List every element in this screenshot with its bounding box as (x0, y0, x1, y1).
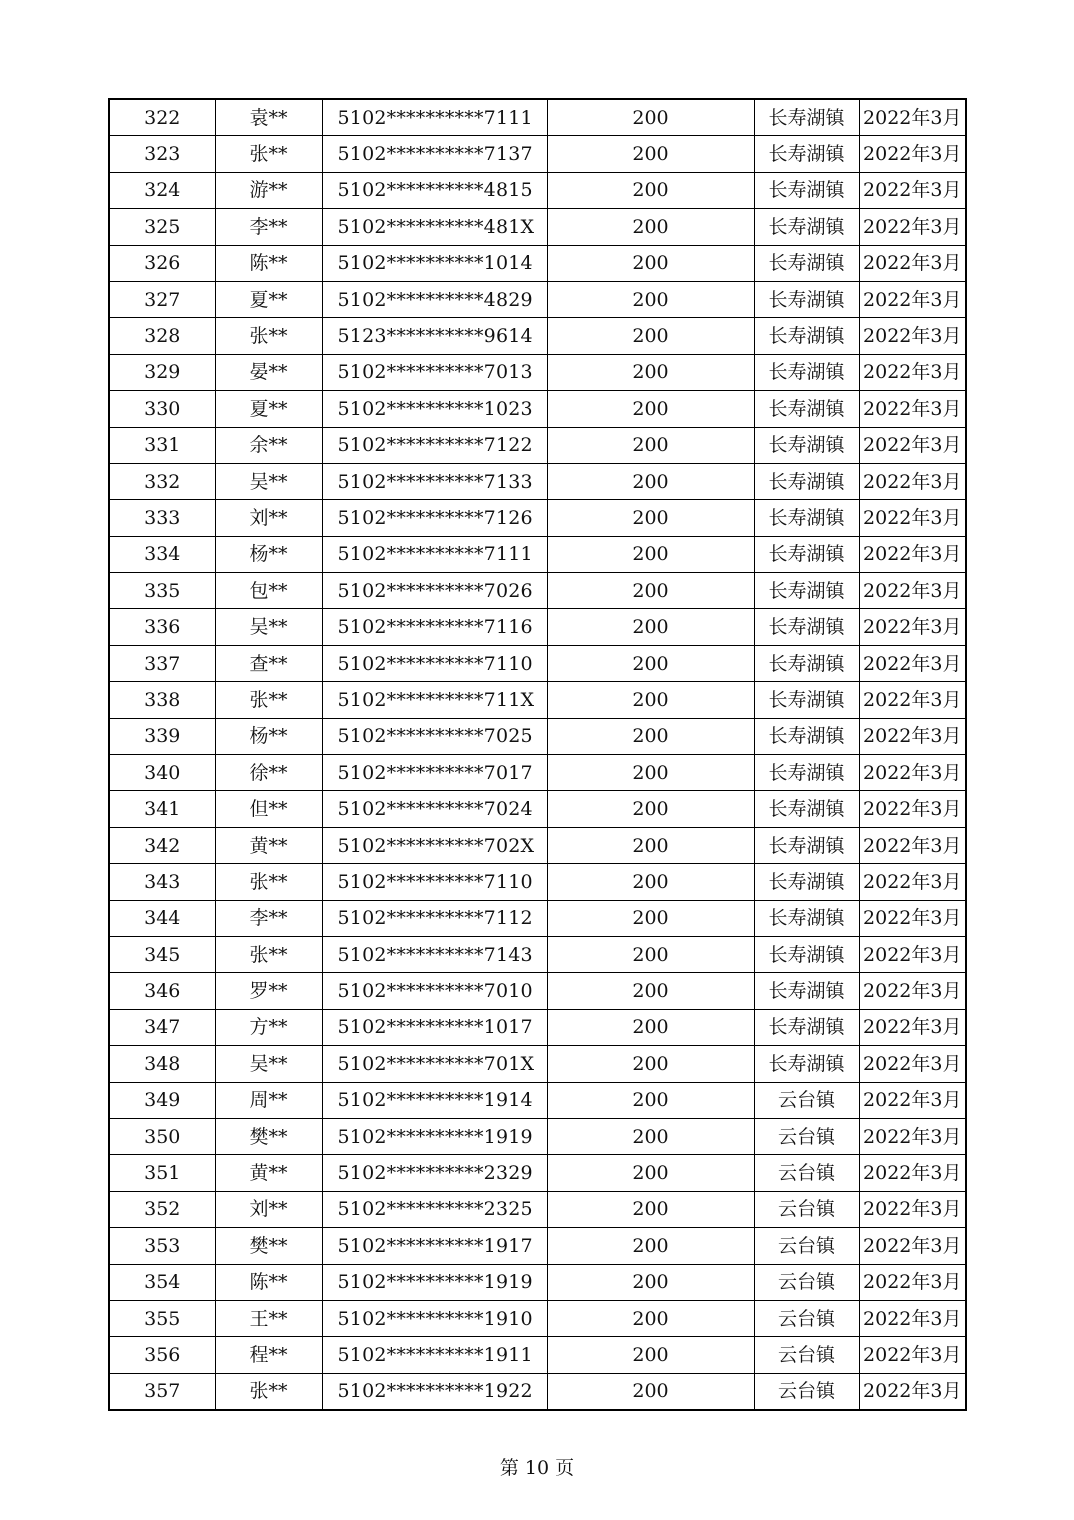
cell-month: 2022年3月 (859, 1191, 966, 1227)
cell-town: 长寿湖镇 (754, 136, 859, 172)
cell-name: 黄** (215, 1155, 322, 1191)
cell-month: 2022年3月 (859, 609, 966, 645)
cell-id-number: 5102**********1911 (322, 1337, 547, 1373)
cell-name: 刘** (215, 500, 322, 536)
cell-serial-number: 356 (109, 1337, 215, 1373)
cell-town: 云台镇 (754, 1118, 859, 1154)
cell-town: 长寿湖镇 (754, 172, 859, 208)
cell-month: 2022年3月 (859, 245, 966, 281)
cell-name: 方** (215, 1009, 322, 1045)
cell-month: 2022年3月 (859, 864, 966, 900)
cell-amount: 200 (547, 245, 754, 281)
cell-town: 长寿湖镇 (754, 936, 859, 972)
cell-month: 2022年3月 (859, 791, 966, 827)
cell-town: 云台镇 (754, 1337, 859, 1373)
cell-amount: 200 (547, 900, 754, 936)
cell-id-number: 5102**********7133 (322, 463, 547, 499)
cell-amount: 200 (547, 1082, 754, 1118)
cell-id-number: 5102**********7143 (322, 936, 547, 972)
cell-amount: 200 (547, 1155, 754, 1191)
cell-name: 张** (215, 936, 322, 972)
cell-id-number: 5102**********7137 (322, 136, 547, 172)
cell-amount: 200 (547, 1264, 754, 1300)
cell-month: 2022年3月 (859, 755, 966, 791)
cell-serial-number: 325 (109, 209, 215, 245)
cell-name: 李** (215, 209, 322, 245)
cell-month: 2022年3月 (859, 281, 966, 317)
cell-amount: 200 (547, 1337, 754, 1373)
table-row (109, 1228, 966, 1264)
table-row (109, 1009, 966, 1045)
cell-month: 2022年3月 (859, 172, 966, 208)
cell-name: 吴** (215, 609, 322, 645)
cell-town: 云台镇 (754, 1300, 859, 1336)
cell-id-number: 5102**********7111 (322, 99, 547, 136)
cell-serial-number: 350 (109, 1118, 215, 1154)
cell-serial-number: 328 (109, 318, 215, 354)
table-row (109, 536, 966, 572)
cell-serial-number: 329 (109, 354, 215, 390)
cell-town: 云台镇 (754, 1264, 859, 1300)
cell-name: 刘** (215, 1191, 322, 1227)
cell-amount: 200 (547, 573, 754, 609)
cell-serial-number: 353 (109, 1228, 215, 1264)
cell-serial-number: 333 (109, 500, 215, 536)
cell-month: 2022年3月 (859, 573, 966, 609)
cell-month: 2022年3月 (859, 936, 966, 972)
table-row (109, 973, 966, 1009)
cell-name: 陈** (215, 1264, 322, 1300)
cell-month: 2022年3月 (859, 900, 966, 936)
table-row (109, 864, 966, 900)
cell-id-number: 5102**********7111 (322, 536, 547, 572)
cell-amount: 200 (547, 682, 754, 718)
table-row (109, 463, 966, 499)
cell-month: 2022年3月 (859, 427, 966, 463)
cell-name: 杨** (215, 536, 322, 572)
cell-town: 长寿湖镇 (754, 645, 859, 681)
cell-id-number: 5102**********1014 (322, 245, 547, 281)
cell-month: 2022年3月 (859, 354, 966, 390)
cell-serial-number: 357 (109, 1373, 215, 1410)
cell-name: 张** (215, 318, 322, 354)
table-row (109, 427, 966, 463)
table-row (109, 936, 966, 972)
cell-amount: 200 (547, 718, 754, 754)
table-row (109, 827, 966, 863)
cell-town: 云台镇 (754, 1155, 859, 1191)
cell-id-number: 5102**********7024 (322, 791, 547, 827)
cell-town: 长寿湖镇 (754, 718, 859, 754)
cell-id-number: 5102**********7013 (322, 354, 547, 390)
cell-name: 夏** (215, 281, 322, 317)
cell-id-number: 5102**********7126 (322, 500, 547, 536)
cell-month: 2022年3月 (859, 318, 966, 354)
cell-serial-number: 327 (109, 281, 215, 317)
cell-id-number: 5102**********7116 (322, 609, 547, 645)
cell-town: 云台镇 (754, 1082, 859, 1118)
cell-serial-number: 348 (109, 1046, 215, 1082)
cell-amount: 200 (547, 936, 754, 972)
table-row (109, 1191, 966, 1227)
cell-town: 长寿湖镇 (754, 973, 859, 1009)
cell-serial-number: 322 (109, 99, 215, 136)
table-row (109, 318, 966, 354)
cell-name: 樊** (215, 1228, 322, 1264)
cell-id-number: 5102**********7122 (322, 427, 547, 463)
cell-town: 长寿湖镇 (754, 900, 859, 936)
cell-id-number: 5102**********7112 (322, 900, 547, 936)
cell-amount: 200 (547, 791, 754, 827)
cell-serial-number: 344 (109, 900, 215, 936)
table-row (109, 1300, 966, 1336)
table-row (109, 900, 966, 936)
cell-amount: 200 (547, 864, 754, 900)
cell-name: 但** (215, 791, 322, 827)
cell-town: 长寿湖镇 (754, 1009, 859, 1045)
cell-town: 云台镇 (754, 1228, 859, 1264)
cell-id-number: 5102**********4815 (322, 172, 547, 208)
cell-name: 罗** (215, 973, 322, 1009)
cell-name: 夏** (215, 391, 322, 427)
cell-amount: 200 (547, 391, 754, 427)
cell-amount: 200 (547, 318, 754, 354)
cell-serial-number: 346 (109, 973, 215, 1009)
cell-id-number: 5102**********702X (322, 827, 547, 863)
cell-serial-number: 355 (109, 1300, 215, 1336)
cell-amount: 200 (547, 354, 754, 390)
cell-month: 2022年3月 (859, 1046, 966, 1082)
cell-amount: 200 (547, 427, 754, 463)
table-row (109, 682, 966, 718)
cell-town: 云台镇 (754, 1373, 859, 1410)
cell-name: 黄** (215, 827, 322, 863)
cell-serial-number: 337 (109, 645, 215, 681)
cell-amount: 200 (547, 755, 754, 791)
cell-town: 长寿湖镇 (754, 573, 859, 609)
cell-name: 程** (215, 1337, 322, 1373)
cell-amount: 200 (547, 1046, 754, 1082)
cell-town: 长寿湖镇 (754, 391, 859, 427)
cell-serial-number: 352 (109, 1191, 215, 1227)
cell-town: 云台镇 (754, 1191, 859, 1227)
cell-amount: 200 (547, 136, 754, 172)
cell-name: 游** (215, 172, 322, 208)
cell-name: 杨** (215, 718, 322, 754)
cell-serial-number: 342 (109, 827, 215, 863)
cell-town: 长寿湖镇 (754, 864, 859, 900)
table-row (109, 172, 966, 208)
cell-name: 晏** (215, 354, 322, 390)
table-row (109, 391, 966, 427)
cell-id-number: 5102**********1910 (322, 1300, 547, 1336)
cell-id-number: 5102**********1023 (322, 391, 547, 427)
cell-serial-number: 336 (109, 609, 215, 645)
cell-month: 2022年3月 (859, 536, 966, 572)
cell-id-number: 5102**********701X (322, 1046, 547, 1082)
cell-id-number: 5102**********7110 (322, 645, 547, 681)
cell-amount: 200 (547, 973, 754, 1009)
cell-month: 2022年3月 (859, 391, 966, 427)
cell-amount: 200 (547, 1118, 754, 1154)
cell-id-number: 5102**********711X (322, 682, 547, 718)
cell-town: 长寿湖镇 (754, 827, 859, 863)
cell-id-number: 5102**********4829 (322, 281, 547, 317)
cell-id-number: 5102**********2325 (322, 1191, 547, 1227)
cell-month: 2022年3月 (859, 500, 966, 536)
cell-amount: 200 (547, 1191, 754, 1227)
cell-month: 2022年3月 (859, 1155, 966, 1191)
cell-month: 2022年3月 (859, 1337, 966, 1373)
cell-town: 长寿湖镇 (754, 209, 859, 245)
cell-serial-number: 339 (109, 718, 215, 754)
cell-name: 张** (215, 864, 322, 900)
cell-month: 2022年3月 (859, 1118, 966, 1154)
cell-town: 长寿湖镇 (754, 427, 859, 463)
cell-month: 2022年3月 (859, 1228, 966, 1264)
cell-amount: 200 (547, 463, 754, 499)
cell-name: 张** (215, 682, 322, 718)
table-row (109, 1155, 966, 1191)
cell-town: 长寿湖镇 (754, 536, 859, 572)
cell-amount: 200 (547, 99, 754, 136)
cell-serial-number: 326 (109, 245, 215, 281)
table-row (109, 645, 966, 681)
table-row (109, 99, 966, 136)
page-number: 第 10 页 (499, 1457, 575, 1479)
cell-month: 2022年3月 (859, 136, 966, 172)
cell-month: 2022年3月 (859, 463, 966, 499)
cell-month: 2022年3月 (859, 209, 966, 245)
cell-month: 2022年3月 (859, 1082, 966, 1118)
cell-id-number: 5102**********1917 (322, 1228, 547, 1264)
cell-amount: 200 (547, 1228, 754, 1264)
cell-serial-number: 354 (109, 1264, 215, 1300)
cell-serial-number: 338 (109, 682, 215, 718)
cell-town: 长寿湖镇 (754, 245, 859, 281)
cell-town: 长寿湖镇 (754, 99, 859, 136)
table-row (109, 1046, 966, 1082)
table-row (109, 245, 966, 281)
table-body (109, 99, 966, 1410)
cell-serial-number: 351 (109, 1155, 215, 1191)
cell-month: 2022年3月 (859, 1373, 966, 1410)
cell-town: 长寿湖镇 (754, 755, 859, 791)
cell-name: 张** (215, 136, 322, 172)
cell-id-number: 5102**********2329 (322, 1155, 547, 1191)
table-row (109, 1337, 966, 1373)
cell-month: 2022年3月 (859, 1264, 966, 1300)
cell-amount: 200 (547, 827, 754, 863)
cell-amount: 200 (547, 536, 754, 572)
cell-serial-number: 334 (109, 536, 215, 572)
cell-name: 陈** (215, 245, 322, 281)
cell-id-number: 5102**********1017 (322, 1009, 547, 1045)
table-row (109, 718, 966, 754)
cell-town: 长寿湖镇 (754, 354, 859, 390)
cell-town: 长寿湖镇 (754, 500, 859, 536)
cell-serial-number: 335 (109, 573, 215, 609)
cell-name: 徐** (215, 755, 322, 791)
cell-town: 长寿湖镇 (754, 463, 859, 499)
cell-month: 2022年3月 (859, 973, 966, 1009)
cell-amount: 200 (547, 281, 754, 317)
cell-name: 张** (215, 1373, 322, 1410)
cell-name: 包** (215, 573, 322, 609)
cell-id-number: 5102**********7017 (322, 755, 547, 791)
table-row (109, 281, 966, 317)
cell-serial-number: 341 (109, 791, 215, 827)
table-row (109, 1082, 966, 1118)
cell-id-number: 5102**********7026 (322, 573, 547, 609)
cell-name: 袁** (215, 99, 322, 136)
cell-town: 长寿湖镇 (754, 682, 859, 718)
cell-month: 2022年3月 (859, 99, 966, 136)
cell-name: 王** (215, 1300, 322, 1336)
table-row (109, 1373, 966, 1410)
cell-amount: 200 (547, 500, 754, 536)
cell-name: 周** (215, 1082, 322, 1118)
cell-month: 2022年3月 (859, 645, 966, 681)
cell-town: 长寿湖镇 (754, 318, 859, 354)
table-row (109, 791, 966, 827)
cell-id-number: 5102**********7010 (322, 973, 547, 1009)
cell-name: 吴** (215, 463, 322, 499)
cell-id-number: 5102**********1914 (322, 1082, 547, 1118)
cell-month: 2022年3月 (859, 1300, 966, 1336)
cell-serial-number: 324 (109, 172, 215, 208)
cell-name: 李** (215, 900, 322, 936)
cell-town: 长寿湖镇 (754, 1046, 859, 1082)
cell-amount: 200 (547, 1373, 754, 1410)
cell-amount: 200 (547, 645, 754, 681)
table-row (109, 136, 966, 172)
table-row (109, 354, 966, 390)
cell-town: 长寿湖镇 (754, 791, 859, 827)
cell-id-number: 5102**********481X (322, 209, 547, 245)
cell-amount: 200 (547, 1300, 754, 1336)
cell-town: 长寿湖镇 (754, 609, 859, 645)
cell-id-number: 5102**********1919 (322, 1264, 547, 1300)
cell-amount: 200 (547, 209, 754, 245)
cell-serial-number: 331 (109, 427, 215, 463)
cell-amount: 200 (547, 609, 754, 645)
cell-amount: 200 (547, 172, 754, 208)
cell-id-number: 5102**********7110 (322, 864, 547, 900)
table-row (109, 609, 966, 645)
cell-amount: 200 (547, 1009, 754, 1045)
table-row (109, 755, 966, 791)
cell-name: 樊** (215, 1118, 322, 1154)
cell-id-number: 5102**********1922 (322, 1373, 547, 1410)
cell-name: 余** (215, 427, 322, 463)
cell-serial-number: 323 (109, 136, 215, 172)
cell-month: 2022年3月 (859, 682, 966, 718)
cell-id-number: 5102**********1919 (322, 1118, 547, 1154)
table-row (109, 500, 966, 536)
cell-serial-number: 332 (109, 463, 215, 499)
cell-name: 查** (215, 645, 322, 681)
cell-month: 2022年3月 (859, 827, 966, 863)
table-row (109, 209, 966, 245)
cell-month: 2022年3月 (859, 718, 966, 754)
cell-name: 吴** (215, 1046, 322, 1082)
cell-serial-number: 343 (109, 864, 215, 900)
cell-id-number: 5123**********9614 (322, 318, 547, 354)
cell-serial-number: 347 (109, 1009, 215, 1045)
cell-id-number: 5102**********7025 (322, 718, 547, 754)
cell-serial-number: 349 (109, 1082, 215, 1118)
cell-town: 长寿湖镇 (754, 281, 859, 317)
cell-serial-number: 340 (109, 755, 215, 791)
table-row (109, 1264, 966, 1300)
beneficiary-table (108, 98, 967, 1411)
cell-serial-number: 345 (109, 936, 215, 972)
cell-month: 2022年3月 (859, 1009, 966, 1045)
cell-serial-number: 330 (109, 391, 215, 427)
table-row (109, 1118, 966, 1154)
table-row (109, 573, 966, 609)
